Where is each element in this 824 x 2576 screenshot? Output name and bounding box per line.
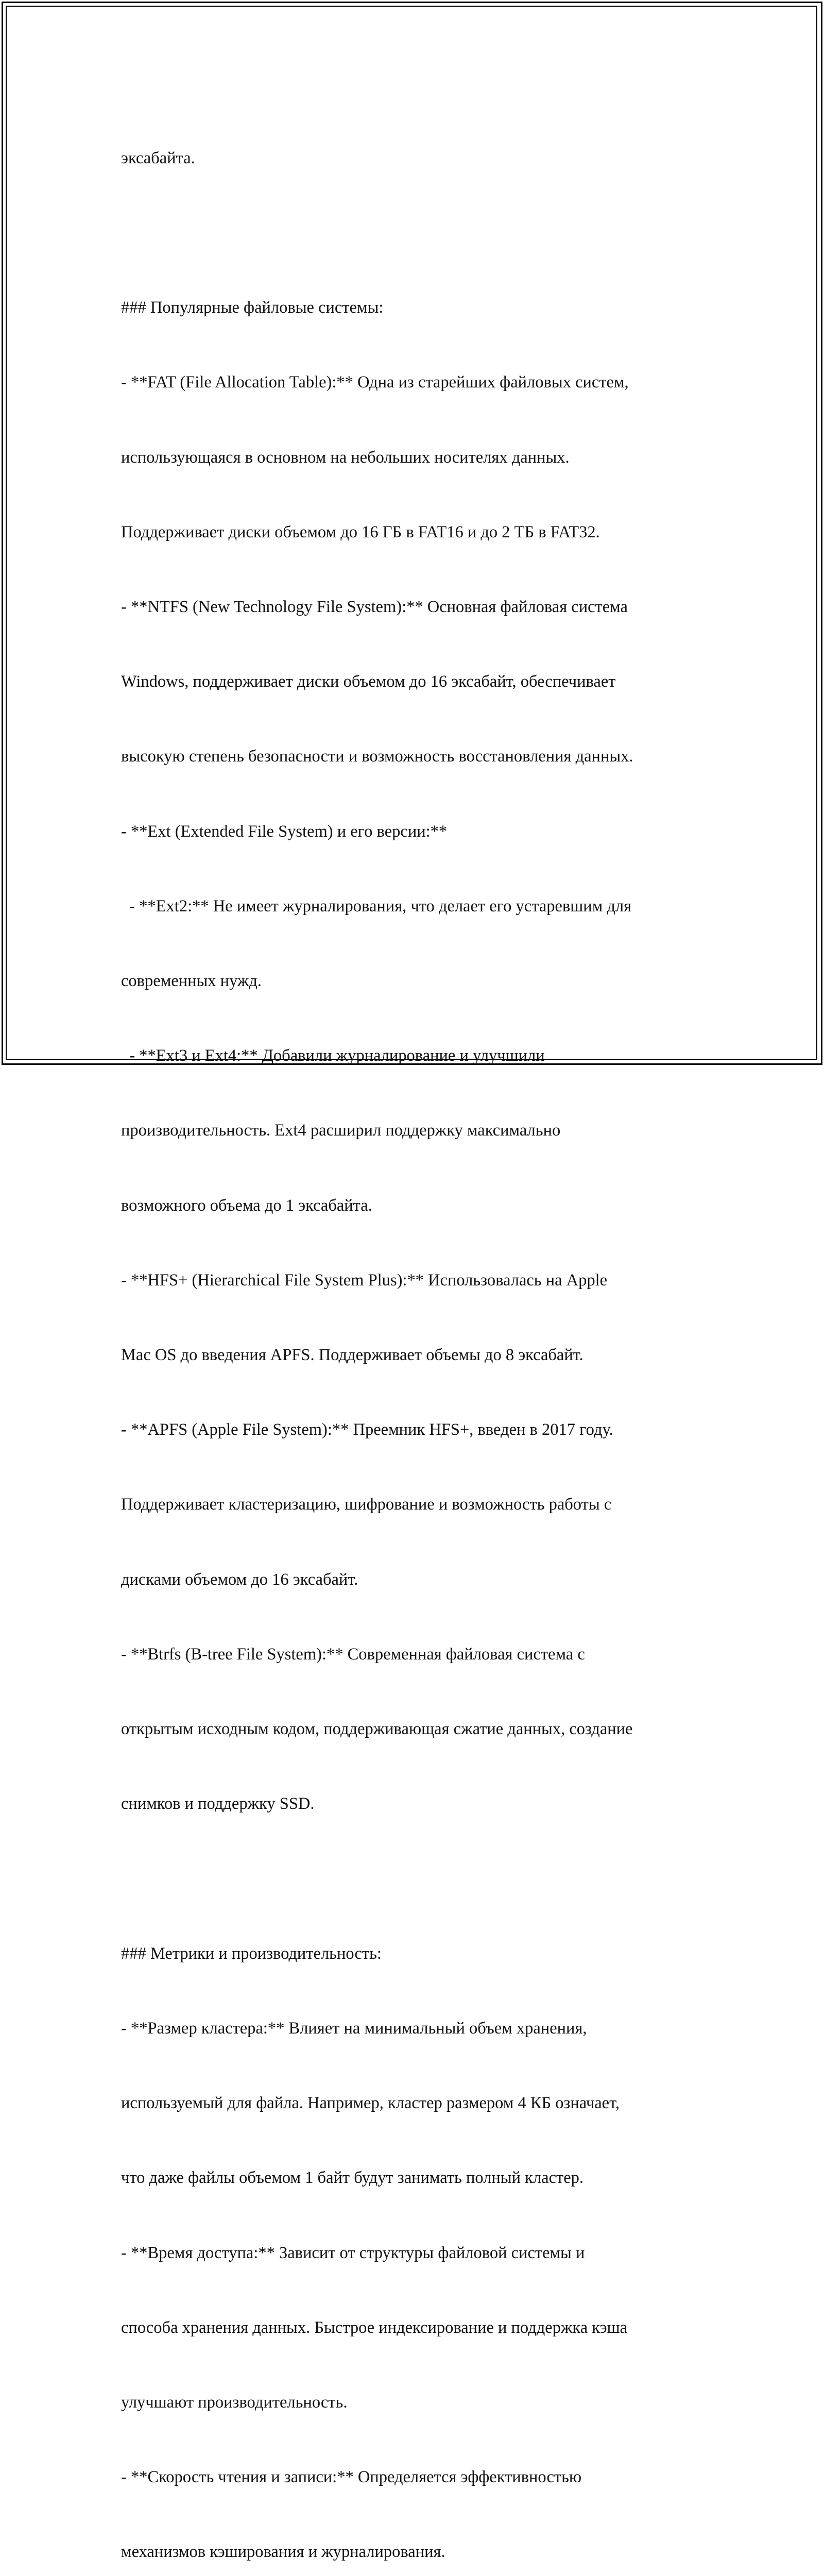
text-line: - **Btrfs (B-tree File System):** Современная файловая система с	[121, 1645, 585, 1664]
text-line: дисками объемом до 16 эксабайт.	[121, 1570, 358, 1589]
text-line: - **NTFS (New Technology File System):** Основная файловая система	[121, 598, 628, 617]
text-line: - **APFS (Apple File System):** Преемник HFS+, введен в 2017 году.	[121, 1420, 613, 1439]
text-line: способа хранения данных. Быстрое индексирование и поддержка кэша	[121, 2318, 628, 2337]
text-line: открытым исходным кодом, поддерживающая сжатие данных, создание	[121, 1720, 633, 1739]
text-line: производительность. Ext4 расширил поддержку максимально	[121, 1121, 561, 1140]
text-line: - **Ext (Extended File System) и его версии:**	[121, 822, 448, 841]
text-line: современных нужд.	[121, 972, 262, 991]
text-line: высокую степень безопасности и возможность восстановления данных.	[121, 747, 633, 766]
text-line: - **Время доступа:** Зависит от структуры файловой системы и	[121, 2243, 585, 2262]
text-line: механизмов кэширования и журналирования.	[121, 2543, 445, 2562]
text-line: Поддерживает диски объемом до 16 ГБ в FAT16 и до 2 ТБ в FAT32.	[121, 522, 600, 541]
text-line: возможного объема до 1 эксабайта.	[121, 1196, 372, 1215]
text-line: использующаяся в основном на небольших носителях данных.	[121, 448, 570, 467]
text-line: Mac OS до введения APFS. Поддерживает объемы до 8 эксабайт.	[121, 1346, 583, 1365]
text-line: - **HFS+ (Hierarchical File System Plus):** Использовалась на Apple	[121, 1270, 608, 1290]
blank-line	[121, 221, 729, 245]
document-body	[121, 96, 729, 2576]
text-line: - **Скорость чтения и записи:** Определяется эффективностью	[121, 2468, 582, 2487]
text-line: улучшают производительность.	[121, 2393, 348, 2412]
text-line: - **FAT (File Allocation Table):** Одна из старейших файловых систем,	[121, 373, 629, 392]
text-line: Windows, поддерживает диски объемом до 16 эксабайт, обеспечивает	[121, 672, 616, 691]
section-heading: ### Популярные файловые системы:	[121, 298, 384, 317]
text-line: эксабайта.	[121, 148, 195, 167]
text-line: Поддерживает кластеризацию, шифрование и возможность работы с	[121, 1495, 612, 1514]
section-heading: ### Метрики и производительность:	[121, 1944, 382, 1963]
text-line: что даже файлы объемом 1 байт будут занимать полный кластер.	[121, 2168, 584, 2188]
text-line: используемый для файла. Например, кластер размером 4 КБ означает,	[121, 2094, 620, 2113]
text-line: - **Размер кластера:** Влияет на минимальный объем хранения,	[121, 2019, 587, 2038]
text-line: - **Ext2:** Не имеет журналирования, что делает его устаревшим для	[121, 896, 632, 916]
text-line: снимков и поддержку SSD.	[121, 1794, 315, 1814]
blank-line	[121, 1866, 729, 1891]
text-line: - **Ext3 и Ext4:** Добавили журналирование и улучшили	[121, 1046, 545, 1065]
